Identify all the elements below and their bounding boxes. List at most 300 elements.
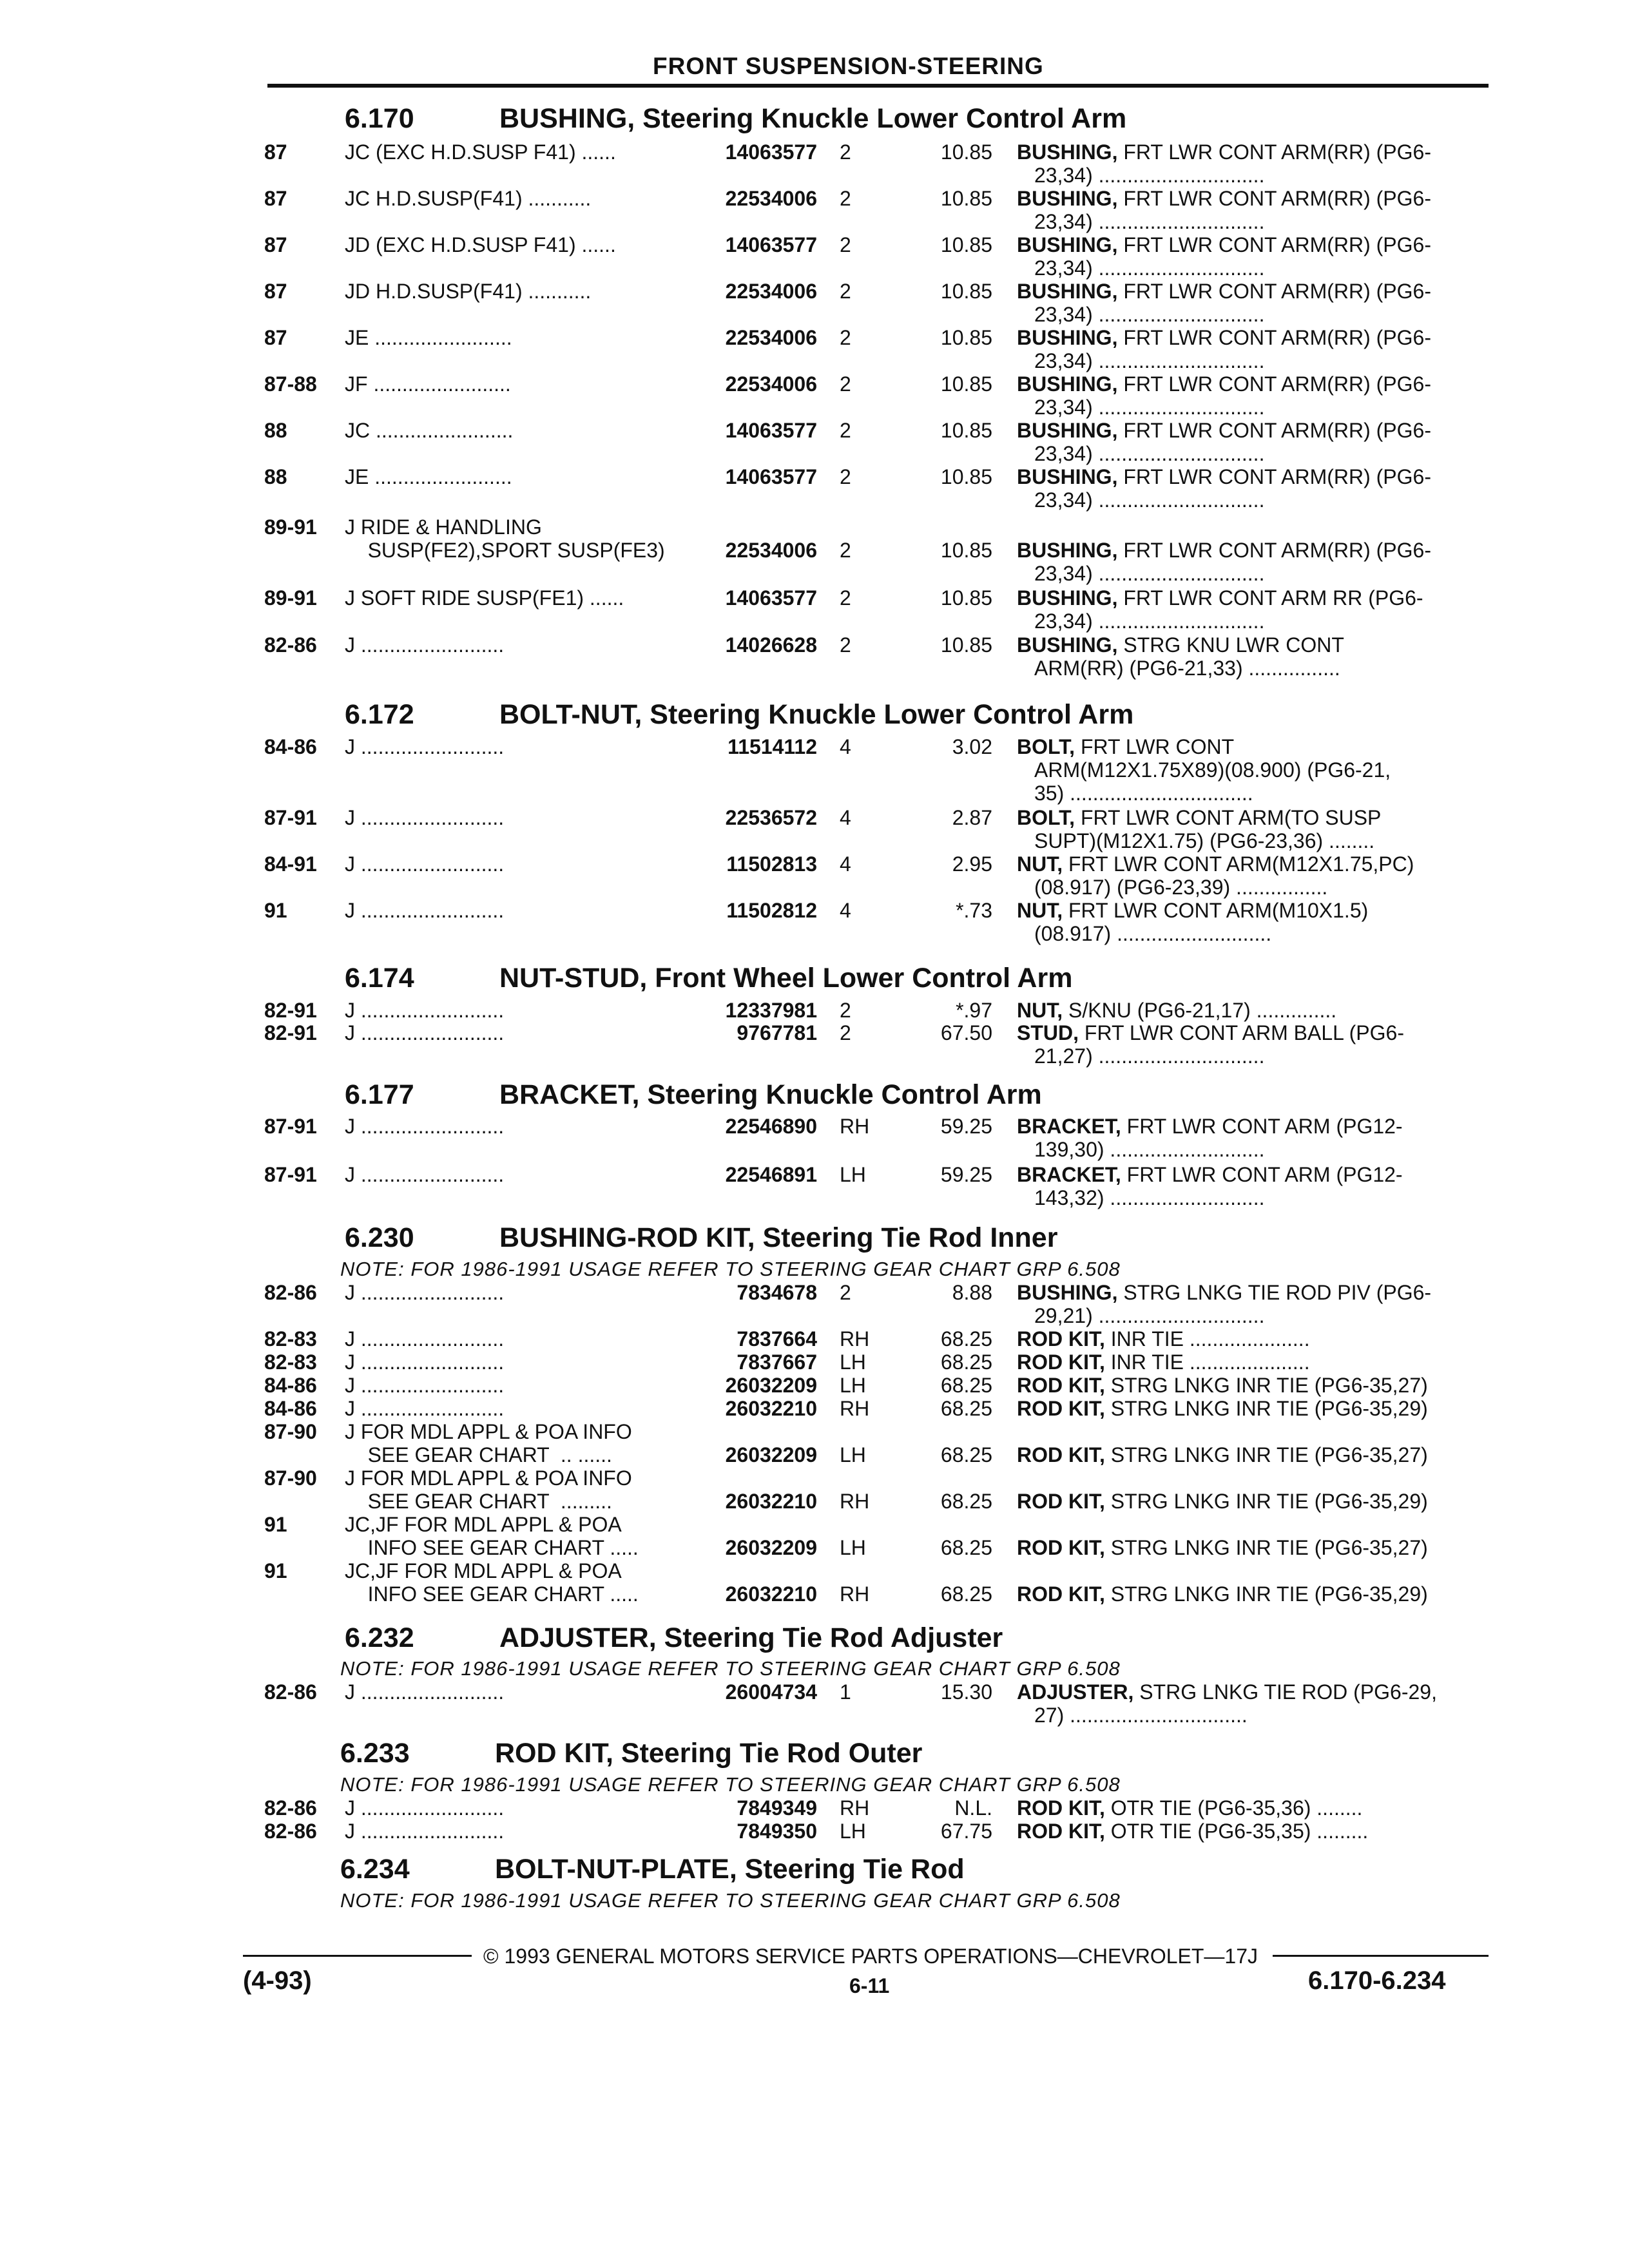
part-name: ROD KIT,	[1017, 1350, 1105, 1374]
description-text: STRG LNKG TIE ROD PIV (PG6-	[1117, 1281, 1432, 1304]
part-number-cell: 12337981	[725, 999, 817, 1022]
footer-date: (4-93)	[243, 1966, 312, 1995]
part-name: ROD KIT,	[1017, 1796, 1105, 1820]
price-cell: 8.88	[952, 1281, 992, 1304]
year-cell: 84-91	[264, 852, 317, 876]
description-cell	[1017, 419, 1431, 443]
year-cell: 87-91	[264, 1115, 317, 1138]
section-name: BRACKET, Steering Knuckle Control Arm	[499, 1079, 1042, 1110]
section-number: 6.234	[340, 1854, 410, 1885]
part-name: ROD KIT,	[1017, 1490, 1105, 1513]
model-cell: J .........................	[345, 1115, 505, 1138]
price-cell: 68.25	[940, 1350, 992, 1374]
description-continuation: 21,27) .............................	[1034, 1044, 1265, 1068]
description-text: STRG LNKG INR TIE (PG6-35,29)	[1104, 1582, 1428, 1606]
model-cell: J .........................	[345, 1163, 505, 1186]
description-continuation: 23,34) .............................	[1034, 210, 1265, 233]
description-cell	[1017, 372, 1431, 396]
model-cell: JC H.D.SUSP(F41) ...........	[345, 187, 592, 210]
price-cell: 68.25	[940, 1582, 992, 1606]
description-text: FRT LWR CONT ARM RR (PG6-	[1117, 586, 1423, 610]
qty-cell: 4	[840, 806, 851, 829]
year-cell: 82-86	[264, 1820, 317, 1843]
part-name: BUSHING,	[1017, 280, 1118, 303]
price-cell: 68.25	[940, 1374, 992, 1397]
part-number-cell: 14026628	[725, 633, 817, 657]
price-cell: 3.02	[952, 735, 992, 758]
part-name: BUSHING,	[1017, 326, 1118, 349]
model-cell: JF ........................	[345, 372, 511, 396]
model-cell: J .........................	[345, 1350, 505, 1374]
model-cell: INFO SEE GEAR CHART .....	[345, 1536, 639, 1559]
part-number-cell: 26032209	[725, 1443, 817, 1466]
qty-cell: 2	[840, 326, 851, 349]
part-name: ROD KIT,	[1017, 1397, 1105, 1420]
part-number-cell: 22534006	[725, 280, 817, 303]
year-cell: 82-91	[264, 999, 317, 1022]
section-note: NOTE: FOR 1986-1991 USAGE REFER TO STEERING GEAR CHART GRP 6.508	[340, 1889, 1121, 1912]
price-cell: 68.25	[940, 1397, 992, 1420]
description-continuation: 23,34) .............................	[1034, 303, 1265, 326]
description-cell	[1017, 187, 1431, 211]
description-continuation: 23,34) .............................	[1034, 164, 1265, 187]
price-cell: 10.85	[940, 326, 992, 349]
model-cell: J FOR MDL APPL & POA INFO	[345, 1466, 632, 1490]
description-cell	[1017, 1820, 1368, 1843]
part-number-cell: 22534006	[725, 372, 817, 396]
description-cell	[1017, 1021, 1404, 1045]
qty-cell: RH	[840, 1796, 870, 1820]
year-cell: 82-86	[264, 1680, 317, 1704]
year-cell: 87	[264, 233, 287, 256]
year-cell: 88	[264, 419, 287, 442]
qty-cell: LH	[840, 1350, 866, 1374]
description-text: STRG LNKG INR TIE (PG6-35,27)	[1104, 1374, 1428, 1397]
year-cell: 82-91	[264, 1021, 317, 1044]
model-cell: J .........................	[345, 735, 505, 758]
price-cell: 10.85	[940, 419, 992, 442]
footer-rule-left	[243, 1955, 472, 1957]
description-cell	[1017, 280, 1431, 303]
section-name: BOLT-NUT, Steering Knuckle Lower Control Arm	[499, 699, 1134, 730]
price-cell: 59.25	[940, 1163, 992, 1186]
model-cell: J .........................	[345, 806, 505, 829]
description-text: S/KNU (PG6-21,17) ..............	[1063, 999, 1337, 1022]
price-cell: 68.25	[940, 1536, 992, 1559]
part-number-cell: 14063577	[725, 140, 817, 164]
part-name: BUSHING,	[1017, 586, 1118, 610]
price-cell: 2.95	[952, 852, 992, 876]
qty-cell: 2	[840, 1281, 851, 1304]
model-cell: J .........................	[345, 1327, 505, 1350]
footer-copyright: © 1993 GENERAL MOTORS SERVICE PARTS OPERATIONS—CHEVROLET—17J	[483, 1945, 1258, 1968]
description-cell	[1017, 735, 1234, 759]
year-cell: 87	[264, 187, 287, 210]
qty-cell: LH	[840, 1443, 866, 1466]
year-cell: 84-86	[264, 1374, 317, 1397]
model-cell: J FOR MDL APPL & POA INFO	[345, 1420, 632, 1443]
section-note: NOTE: FOR 1986-1991 USAGE REFER TO STEERING GEAR CHART GRP 6.508	[340, 1258, 1121, 1280]
description-continuation: 27) ...............................	[1034, 1704, 1248, 1727]
page-number: 6-11	[849, 1974, 890, 1997]
part-name: BUSHING,	[1017, 372, 1118, 396]
qty-cell: 4	[840, 852, 851, 876]
section-number: 6.174	[345, 963, 414, 994]
qty-cell: 2	[840, 633, 851, 657]
description-continuation: 23,34) .............................	[1034, 610, 1265, 633]
section-name: ADJUSTER, Steering Tie Rod Adjuster	[499, 1622, 1003, 1653]
part-number-cell: 7837667	[737, 1350, 817, 1374]
description-text: INR TIE .....................	[1104, 1350, 1310, 1374]
part-name: BUSHING,	[1017, 187, 1118, 210]
model-cell: J .........................	[345, 1796, 505, 1820]
qty-cell: 2	[840, 999, 851, 1022]
year-cell: 88	[264, 465, 287, 488]
part-number-cell: 26032209	[725, 1374, 817, 1397]
price-cell: 10.85	[940, 233, 992, 256]
part-name: ADJUSTER,	[1017, 1680, 1134, 1704]
model-cell: JD (EXC H.D.SUSP F41) ......	[345, 233, 616, 256]
year-cell: 91	[264, 1559, 287, 1582]
qty-cell: RH	[840, 1115, 870, 1138]
description-cell	[1017, 233, 1431, 257]
model-cell: SUSP(FE2),SPORT SUSP(FE3)	[345, 539, 665, 562]
section-name: ROD KIT, Steering Tie Rod Outer	[495, 1738, 923, 1769]
description-text: FRT LWR CONT ARM (PG12-	[1121, 1115, 1403, 1138]
section-number: 6.230	[345, 1222, 414, 1253]
year-cell: 87-91	[264, 1163, 317, 1186]
part-name: BUSHING,	[1017, 539, 1118, 562]
part-name: ROD KIT,	[1017, 1374, 1105, 1397]
qty-cell: 2	[840, 187, 851, 210]
year-cell: 82-86	[264, 633, 317, 657]
section-number: 6.177	[345, 1079, 414, 1110]
model-cell: J SOFT RIDE SUSP(FE1) ......	[345, 586, 624, 610]
description-continuation: SUPT)(M12X1.75) (PG6-23,36) ........	[1034, 829, 1375, 852]
description-continuation: 23,34) .............................	[1034, 562, 1265, 585]
year-cell: 87-90	[264, 1420, 317, 1443]
part-number-cell: 14063577	[725, 586, 817, 610]
model-cell: JC,JF FOR MDL APPL & POA	[345, 1513, 622, 1536]
description-continuation: 143,32) ...........................	[1034, 1186, 1265, 1209]
price-cell: 2.87	[952, 806, 992, 829]
description-continuation: 139,30) ...........................	[1034, 1138, 1265, 1161]
description-cell	[1017, 852, 1414, 876]
price-cell: 10.85	[940, 372, 992, 396]
part-name: NUT,	[1017, 899, 1063, 922]
model-cell: J .........................	[345, 1820, 505, 1843]
model-cell: SEE GEAR CHART .........	[345, 1490, 612, 1513]
description-text: STRG KNU LWR CONT	[1117, 633, 1344, 657]
description-cell	[1017, 1443, 1428, 1467]
description-continuation: ARM(M12X1.75X89)(08.900) (PG6-21,	[1034, 758, 1391, 782]
description-text: FRT LWR CONT ARM(RR) (PG6-	[1117, 280, 1431, 303]
description-cell	[1017, 1350, 1310, 1374]
description-text: STRG LNKG INR TIE (PG6-35,29)	[1104, 1490, 1428, 1513]
part-number-cell: 11502813	[726, 852, 817, 876]
qty-cell: 2	[840, 233, 851, 256]
price-cell: 10.85	[940, 586, 992, 610]
description-text: FRT LWR CONT ARM(RR) (PG6-	[1117, 140, 1431, 164]
model-cell: J .........................	[345, 1281, 505, 1304]
qty-cell: 2	[840, 1021, 851, 1044]
part-number-cell: 14063577	[725, 233, 817, 256]
description-cell	[1017, 1490, 1428, 1514]
year-cell: 91	[264, 899, 287, 922]
year-cell: 84-86	[264, 735, 317, 758]
part-number-cell: 14063577	[725, 419, 817, 442]
part-number-cell: 22534006	[725, 187, 817, 210]
description-cell	[1017, 326, 1431, 350]
description-continuation: (08.917) ...........................	[1034, 922, 1272, 945]
year-cell: 82-83	[264, 1350, 317, 1374]
part-name: BUSHING,	[1017, 633, 1118, 657]
qty-cell: RH	[840, 1490, 870, 1513]
description-text: STRG LNKG INR TIE (PG6-35,27)	[1104, 1443, 1428, 1466]
description-cell	[1017, 633, 1344, 657]
price-cell: 67.75	[940, 1820, 992, 1843]
model-cell: JC (EXC H.D.SUSP F41) ......	[345, 140, 616, 164]
model-cell: J .........................	[345, 999, 505, 1022]
price-cell: 10.85	[940, 140, 992, 164]
page-header-title: FRONT SUSPENSION-STEERING	[653, 53, 1044, 79]
description-text: OTR TIE (PG6-35,36) ........	[1104, 1796, 1363, 1820]
price-cell: 10.85	[940, 280, 992, 303]
model-cell: J .........................	[345, 1680, 505, 1704]
part-name: ROD KIT,	[1017, 1536, 1105, 1559]
price-cell: 10.85	[940, 539, 992, 562]
model-cell: J .........................	[345, 1397, 505, 1420]
qty-cell: 2	[840, 539, 851, 562]
section-number: 6.233	[340, 1738, 410, 1769]
description-text: OTR TIE (PG6-35,35) .........	[1104, 1820, 1369, 1843]
part-number-cell: 22534006	[725, 539, 817, 562]
description-text: STRG LNKG TIE ROD (PG6-29,	[1133, 1680, 1437, 1704]
part-name: ROD KIT,	[1017, 1820, 1105, 1843]
description-cell	[1017, 899, 1368, 923]
price-cell: 15.30	[940, 1680, 992, 1704]
description-text: FRT LWR CONT ARM(M12X1.75,PC)	[1063, 852, 1414, 876]
part-name: BUSHING,	[1017, 419, 1118, 442]
part-number-cell: 7849349	[737, 1796, 817, 1820]
description-cell	[1017, 1397, 1428, 1421]
description-continuation: 23,34) .............................	[1034, 442, 1265, 465]
qty-cell: 4	[840, 899, 851, 922]
model-cell: SEE GEAR CHART .. ......	[345, 1443, 612, 1466]
year-cell: 87-90	[264, 1466, 317, 1490]
part-number-cell: 22536572	[725, 806, 817, 829]
part-name: ROD KIT,	[1017, 1443, 1105, 1466]
description-cell	[1017, 1281, 1431, 1305]
qty-cell: 2	[840, 465, 851, 488]
model-cell: J .........................	[345, 1374, 505, 1397]
description-continuation: 23,34) .............................	[1034, 256, 1265, 280]
qty-cell: 2	[840, 586, 851, 610]
section-name: BUSHING-ROD KIT, Steering Tie Rod Inner	[499, 1222, 1058, 1253]
qty-cell: RH	[840, 1397, 870, 1420]
part-name: STUD,	[1017, 1021, 1079, 1044]
description-text: STRG LNKG INR TIE (PG6-35,29)	[1104, 1397, 1428, 1420]
qty-cell: 2	[840, 280, 851, 303]
part-name: NUT,	[1017, 852, 1063, 876]
part-number-cell: 22534006	[725, 326, 817, 349]
year-cell: 84-86	[264, 1397, 317, 1420]
model-cell: JE ........................	[345, 465, 512, 488]
part-number-cell: 7834678	[737, 1281, 817, 1304]
year-cell: 82-86	[264, 1281, 317, 1304]
part-name: BOLT,	[1017, 735, 1075, 758]
description-text: FRT LWR CONT ARM(RR) (PG6-	[1117, 187, 1431, 210]
price-cell: 10.85	[940, 465, 992, 488]
model-cell: J RIDE & HANDLING	[345, 515, 542, 539]
description-cell	[1017, 586, 1423, 610]
part-number-cell: 26032210	[725, 1582, 817, 1606]
qty-cell: 2	[840, 140, 851, 164]
qty-cell: 1	[840, 1680, 851, 1704]
part-name: BUSHING,	[1017, 465, 1118, 488]
qty-cell: RH	[840, 1327, 870, 1350]
model-cell: JC,JF FOR MDL APPL & POA	[345, 1559, 622, 1582]
description-text: FRT LWR CONT ARM BALL (PG6-	[1079, 1021, 1404, 1044]
price-cell: 10.85	[940, 187, 992, 210]
model-cell: JE ........................	[345, 326, 512, 349]
section-note: NOTE: FOR 1986-1991 USAGE REFER TO STEERING GEAR CHART GRP 6.508	[340, 1657, 1121, 1680]
description-cell	[1017, 806, 1381, 830]
qty-cell: RH	[840, 1582, 870, 1606]
qty-cell: LH	[840, 1536, 866, 1559]
description-cell	[1017, 465, 1431, 489]
description-cell	[1017, 1163, 1403, 1187]
part-number-cell: 7837664	[737, 1327, 817, 1350]
part-number-cell: 26032209	[725, 1536, 817, 1559]
qty-cell: 2	[840, 419, 851, 442]
price-cell: 59.25	[940, 1115, 992, 1138]
part-name: BUSHING,	[1017, 1281, 1118, 1304]
description-cell	[1017, 1796, 1362, 1820]
footer-rule-right	[1273, 1955, 1489, 1957]
model-cell: J .........................	[345, 852, 505, 876]
section-name: NUT-STUD, Front Wheel Lower Control Arm	[499, 963, 1073, 994]
year-cell: 89-91	[264, 515, 317, 539]
description-text: FRT LWR CONT	[1075, 735, 1235, 758]
part-name: NUT,	[1017, 999, 1063, 1022]
year-cell: 82-83	[264, 1327, 317, 1350]
description-continuation: 23,34) .............................	[1034, 396, 1265, 419]
year-cell: 89-91	[264, 586, 317, 610]
section-range: 6.170-6.234	[1308, 1966, 1446, 1995]
description-cell	[1017, 539, 1431, 562]
part-number-cell: 26032210	[725, 1490, 817, 1513]
description-continuation: ARM(RR) (PG6-21,33) ................	[1034, 657, 1340, 680]
year-cell: 87	[264, 140, 287, 164]
part-name: BUSHING,	[1017, 140, 1118, 164]
part-number-cell: 26032210	[725, 1397, 817, 1420]
part-name: ROD KIT,	[1017, 1582, 1105, 1606]
description-cell	[1017, 1327, 1310, 1351]
part-number-cell: 7849350	[737, 1820, 817, 1843]
price-cell: *.97	[956, 999, 992, 1022]
part-name: BOLT,	[1017, 806, 1075, 829]
description-text: FRT LWR CONT ARM(TO SUSP	[1075, 806, 1382, 829]
description-continuation: 23,34) .............................	[1034, 349, 1265, 372]
section-number: 6.170	[345, 103, 414, 134]
description-cell	[1017, 1680, 1437, 1704]
description-text: INR TIE .....................	[1104, 1327, 1310, 1350]
description-cell	[1017, 1582, 1428, 1606]
part-number-cell: 9767781	[737, 1021, 817, 1044]
price-cell: 68.25	[940, 1327, 992, 1350]
description-text: FRT LWR CONT ARM (PG12-	[1121, 1163, 1403, 1186]
part-number-cell: 26004734	[725, 1680, 817, 1704]
year-cell: 82-86	[264, 1796, 317, 1820]
description-text: FRT LWR CONT ARM(RR) (PG6-	[1117, 372, 1431, 396]
qty-cell: LH	[840, 1163, 866, 1186]
year-cell: 87	[264, 280, 287, 303]
model-cell: J .........................	[345, 1021, 505, 1044]
model-cell: JC ........................	[345, 419, 514, 442]
description-cell	[1017, 999, 1336, 1023]
section-note: NOTE: FOR 1986-1991 USAGE REFER TO STEERING GEAR CHART GRP 6.508	[340, 1773, 1121, 1796]
price-cell: 67.50	[940, 1021, 992, 1044]
price-cell: 10.85	[940, 633, 992, 657]
year-cell: 91	[264, 1513, 287, 1536]
part-number-cell: 11514112	[728, 735, 817, 758]
description-continuation: 23,34) .............................	[1034, 488, 1265, 512]
year-cell: 87	[264, 326, 287, 349]
part-number-cell: 22546891	[725, 1163, 817, 1186]
part-name: BRACKET,	[1017, 1163, 1121, 1186]
year-cell: 87-88	[264, 372, 317, 396]
description-text: STRG LNKG INR TIE (PG6-35,27)	[1104, 1536, 1428, 1559]
description-continuation: (08.917) (PG6-23,39) ................	[1034, 876, 1328, 899]
qty-cell: 2	[840, 372, 851, 396]
part-name: ROD KIT,	[1017, 1327, 1105, 1350]
part-number-cell: 22546890	[725, 1115, 817, 1138]
section-name: BUSHING, Steering Knuckle Lower Control Arm	[499, 103, 1127, 134]
qty-cell: 4	[840, 735, 851, 758]
model-cell: JD H.D.SUSP(F41) ...........	[345, 280, 592, 303]
description-text: FRT LWR CONT ARM(RR) (PG6-	[1117, 465, 1431, 488]
price-cell: 68.25	[940, 1443, 992, 1466]
description-text: FRT LWR CONT ARM(RR) (PG6-	[1117, 539, 1431, 562]
header-rule	[267, 84, 1489, 88]
part-number-cell: 14063577	[725, 465, 817, 488]
section-number: 6.172	[345, 699, 414, 730]
description-text: FRT LWR CONT ARM(RR) (PG6-	[1117, 419, 1431, 442]
price-cell: N.L.	[954, 1796, 992, 1820]
model-cell: INFO SEE GEAR CHART .....	[345, 1582, 639, 1606]
model-cell: J .........................	[345, 899, 505, 922]
part-name: BUSHING,	[1017, 233, 1118, 256]
description-text: FRT LWR CONT ARM(RR) (PG6-	[1117, 233, 1431, 256]
qty-cell: LH	[840, 1374, 866, 1397]
part-name: BRACKET,	[1017, 1115, 1121, 1138]
description-text: FRT LWR CONT ARM(RR) (PG6-	[1117, 326, 1431, 349]
description-text: FRT LWR CONT ARM(M10X1.5)	[1063, 899, 1369, 922]
description-continuation: 29,21) .............................	[1034, 1304, 1265, 1327]
description-cell	[1017, 1536, 1428, 1560]
description-cell	[1017, 140, 1431, 164]
price-cell: 68.25	[940, 1490, 992, 1513]
section-name: BOLT-NUT-PLATE, Steering Tie Rod	[495, 1854, 965, 1885]
year-cell: 87-91	[264, 806, 317, 829]
model-cell: J .........................	[345, 633, 505, 657]
qty-cell: LH	[840, 1820, 866, 1843]
description-continuation: 35) ................................	[1034, 782, 1253, 805]
section-number: 6.232	[345, 1622, 414, 1653]
description-cell	[1017, 1115, 1403, 1139]
part-number-cell: 11502812	[726, 899, 817, 922]
